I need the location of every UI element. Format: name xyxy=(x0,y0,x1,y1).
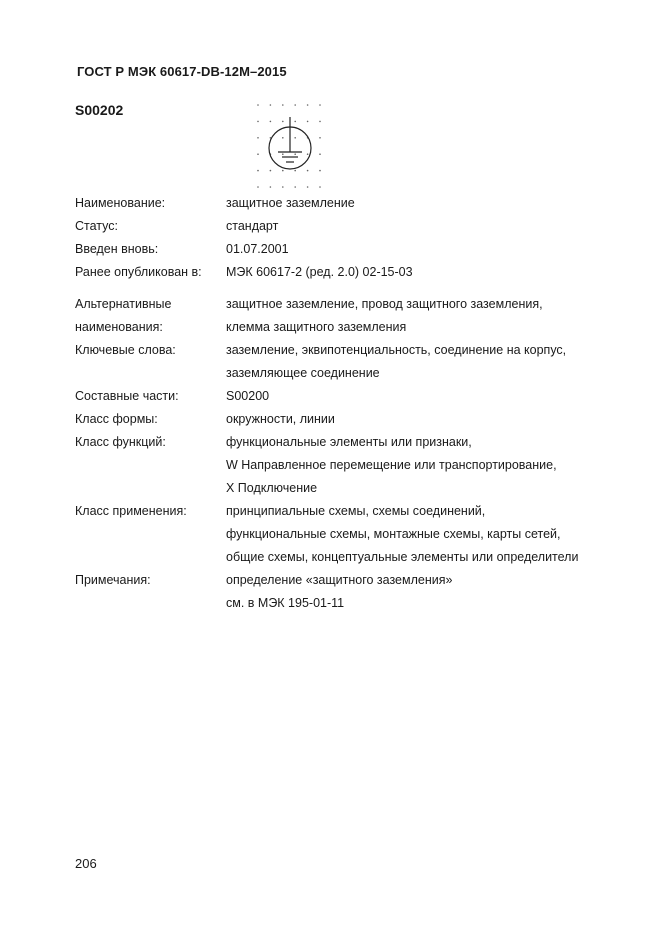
field-value-line: 01.07.2001 xyxy=(226,242,289,256)
field-label xyxy=(75,215,225,238)
field-label xyxy=(75,385,225,408)
field-value-line: защитное заземление xyxy=(226,196,355,210)
symbol-code: S00202 xyxy=(75,102,124,118)
field-value xyxy=(226,215,626,238)
grid-dot xyxy=(319,186,321,188)
grid-dot xyxy=(270,121,272,123)
grid-dot xyxy=(282,153,284,155)
field-value-line: X Подключение xyxy=(226,481,318,495)
protective-earth-symbol-icon xyxy=(252,100,324,192)
grid-dot xyxy=(307,170,309,172)
grid-dot xyxy=(270,104,272,106)
grid-dot xyxy=(257,104,259,106)
field-value-line: функциональные схемы, монтажные схемы, карты сетей, xyxy=(226,527,561,541)
grid-dot xyxy=(307,104,309,106)
grid-dot xyxy=(270,186,272,188)
grid-dot xyxy=(282,121,284,123)
field-value xyxy=(226,385,626,408)
grid-dot xyxy=(294,170,296,172)
grid-dot xyxy=(307,153,309,155)
grid-dot xyxy=(319,104,321,106)
grid-dot xyxy=(319,170,321,172)
field-label xyxy=(75,408,225,431)
field-value-line: принципиальные схемы, схемы соединений, xyxy=(226,504,486,518)
page-number: 206 xyxy=(75,856,97,871)
field-label-line: Составные части: xyxy=(75,389,179,403)
grid-dot xyxy=(270,170,272,172)
grid-dot xyxy=(282,170,284,172)
field-label xyxy=(75,261,225,284)
field-label-line: Ранее опубликован в: xyxy=(75,265,202,279)
field-value-line: см. в МЭК 195-01-11 xyxy=(226,596,345,610)
grid-dot xyxy=(282,104,284,106)
grid-dot xyxy=(257,153,259,155)
field-value xyxy=(226,293,626,339)
field-label-line: наименования: xyxy=(75,320,163,334)
grid-dot xyxy=(257,170,259,172)
grid-dot xyxy=(319,153,321,155)
grid-dot xyxy=(282,137,284,139)
field-value-line: W Направленное перемещение или транспортирование, xyxy=(226,458,557,472)
grid-dot xyxy=(319,137,321,139)
grid-dot xyxy=(257,137,259,139)
grid-dot xyxy=(319,121,321,123)
field-value-line: определение «защитного заземления» xyxy=(226,573,453,587)
field-label xyxy=(75,238,225,261)
field-value xyxy=(226,261,626,284)
field-value xyxy=(226,238,626,261)
grid-dot xyxy=(307,121,309,123)
field-label-line: Введен вновь: xyxy=(75,242,159,256)
grid-dot xyxy=(257,186,259,188)
field-label xyxy=(75,500,225,523)
field-value xyxy=(226,408,626,431)
field-value-line: общие схемы, концептуальные элементы или определители xyxy=(226,550,579,564)
field-label-line: Класс функций: xyxy=(75,435,166,449)
field-value-line: стандарт xyxy=(226,219,279,233)
field-label xyxy=(75,293,225,339)
field-label-line: Ключевые слова: xyxy=(75,343,176,357)
field-label xyxy=(75,569,225,592)
field-value xyxy=(226,339,626,385)
field-label-line: Класс формы: xyxy=(75,412,158,426)
field-value xyxy=(226,431,626,500)
field-value-line: функциональные элементы или признаки, xyxy=(226,435,472,449)
field-label-line: Альтернативные xyxy=(75,297,172,311)
field-label xyxy=(75,192,225,215)
field-value-line: S00200 xyxy=(226,389,270,403)
field-label-line: Класс применения: xyxy=(75,504,187,518)
grid-dot xyxy=(307,186,309,188)
field-label-line: Примечания: xyxy=(75,573,151,587)
field-value-line: клемма защитного заземления xyxy=(226,320,407,334)
field-label-line: Статус: xyxy=(75,219,118,233)
field-value xyxy=(226,500,626,569)
grid-dot xyxy=(294,137,296,139)
grid-dot xyxy=(257,121,259,123)
grid-dot xyxy=(294,104,296,106)
grid-dot xyxy=(294,121,296,123)
field-value-line: заземляющее соединение xyxy=(226,366,380,380)
page-header: ГОСТ Р МЭК 60617-DB-12M–2015 xyxy=(77,64,287,79)
grid-dot xyxy=(282,186,284,188)
field-label xyxy=(75,339,225,362)
grid-dot xyxy=(294,186,296,188)
field-value-line: окружности, линии xyxy=(226,412,335,426)
field-value-line: МЭК 60617-2 (ред. 2.0) 02-15-03 xyxy=(226,265,413,279)
field-value-line: защитное заземление, провод защитного заземления, xyxy=(226,297,543,311)
field-value xyxy=(226,569,626,615)
field-label-line: Наименование: xyxy=(75,196,166,210)
grid-dot xyxy=(294,153,296,155)
field-label xyxy=(75,431,225,454)
field-value-line: заземление, эквипотенциальность, соединение на корпус, xyxy=(226,343,567,357)
field-value xyxy=(226,192,626,215)
